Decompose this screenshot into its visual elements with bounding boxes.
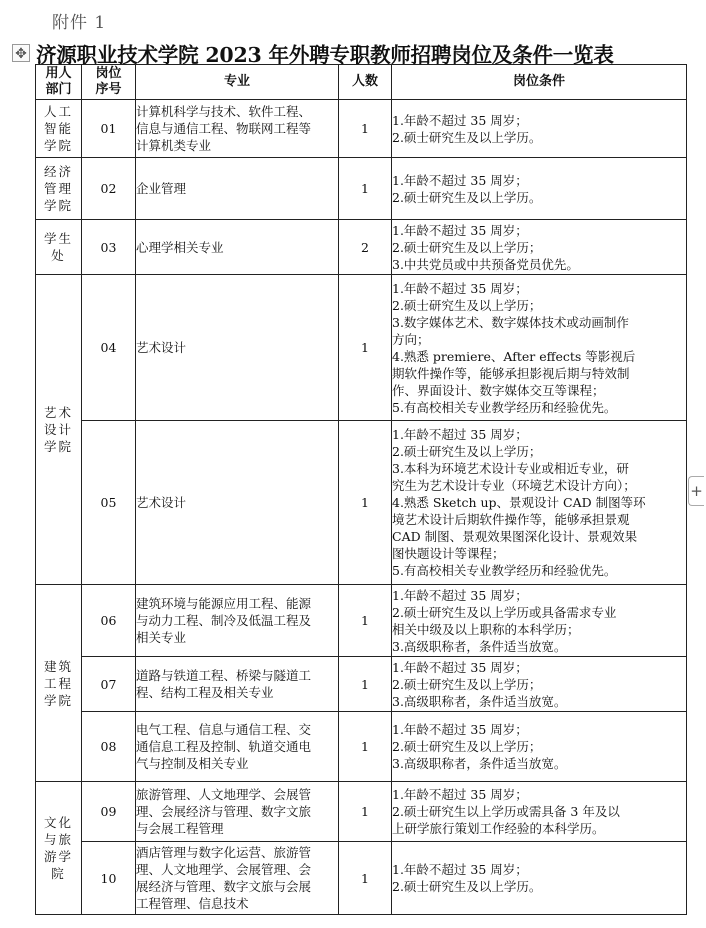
- condition-text: CAD 制图、景观效果图深化设计、景观效果: [392, 529, 638, 544]
- condition-text: 方向；: [392, 331, 430, 347]
- condition-text: 1.年龄不超过 35 周岁；: [392, 222, 528, 238]
- major-text: 气与控制及相关专业: [136, 756, 249, 771]
- major-text: 理、会展经济与管理、数字文旅: [136, 804, 312, 819]
- table-row: [36, 585, 687, 657]
- header-department: [36, 65, 82, 100]
- position-number: 08: [82, 712, 136, 782]
- conditions-cell: [392, 585, 687, 657]
- headcount: 1: [339, 782, 392, 842]
- major-text: 信息与通信工程、物联网工程等: [136, 121, 312, 136]
- table-row: [36, 275, 687, 421]
- headcount: 1: [339, 275, 392, 421]
- condition-text: 3.高级职称者，条件适当放宽。: [392, 638, 567, 654]
- department-text: 管理: [43, 181, 73, 196]
- conditions-cell: [392, 275, 687, 421]
- condition-text: 2.硕士研究生及以上学历。: [392, 129, 542, 145]
- position-number: 07: [82, 657, 136, 712]
- department-text: 游学: [43, 849, 73, 864]
- department-cell: [36, 220, 82, 275]
- headcount: 1: [339, 158, 392, 220]
- department-text: 工程: [43, 675, 73, 691]
- major-text: 程、结构工程及相关专业: [136, 685, 274, 700]
- add-column-plus-icon[interactable]: +: [688, 476, 704, 506]
- position-number: 04: [82, 275, 136, 421]
- recruitment-table: [35, 64, 687, 915]
- major-text: 通信息工程及控制、轨道交通电: [136, 739, 312, 754]
- condition-text: 2.硕士研究生及以上学历或具备需求专业: [392, 604, 617, 620]
- condition-text: 1.年龄不超过 35 周岁；: [392, 787, 528, 802]
- condition-text: 2.硕士研究生及以上学历；: [392, 239, 542, 255]
- condition-text: 上研学旅行策划工作经验的本科学历。: [392, 821, 605, 836]
- major-text: 计算机类专业: [136, 138, 212, 153]
- condition-text: 3.数字媒体艺术、数字媒体技术或动画制作: [392, 314, 629, 330]
- headcount: 1: [339, 585, 392, 657]
- department-text: 处: [51, 248, 66, 263]
- major-text: 与动力工程、制冷及低温工程及: [136, 613, 312, 628]
- condition-text: 2.硕士研究生及以上学历；: [392, 739, 542, 754]
- conditions-cell: [392, 712, 687, 782]
- table-row: [36, 657, 687, 712]
- major-text: 企业管理: [136, 181, 187, 196]
- major-text: 展经济与管理、数字文旅与会展: [136, 879, 312, 894]
- department-text: 学院: [43, 692, 73, 708]
- table-move-handle-icon[interactable]: ✥: [12, 44, 30, 62]
- condition-text: 2.硕士研究生及以上学历；: [392, 297, 542, 313]
- header-count: 人数: [339, 65, 392, 100]
- condition-text: 5.有高校相关专业教学经历和经验优先。: [392, 399, 617, 415]
- conditions-cell: [392, 220, 687, 275]
- department-text: 与旅: [43, 832, 73, 847]
- condition-text: 4.熟悉 Sketch up、景观设计 CAD 制图等环: [392, 495, 646, 510]
- major-cell: [136, 842, 339, 915]
- condition-text: 1.年龄不超过 35 周岁；: [392, 172, 528, 188]
- condition-text: 2.硕士研究生及以上学历；: [392, 444, 542, 459]
- condition-text: 1.年龄不超过 35 周岁；: [392, 862, 528, 877]
- conditions-cell: [392, 842, 687, 915]
- major-cell: [136, 421, 339, 585]
- headcount: 1: [339, 421, 392, 585]
- position-number: 03: [82, 220, 136, 275]
- document-title: 济源职业技术学院 2023 年外聘专职教师招聘岗位及条件一览表: [36, 43, 614, 67]
- attachment-label: 附件 1: [52, 13, 107, 33]
- table-row: [36, 220, 687, 275]
- conditions-cell: [392, 158, 687, 220]
- condition-text: 2.硕士研究生以上学历或需具备 3 年及以: [392, 804, 620, 819]
- header-conditions: 岗位条件: [392, 65, 687, 100]
- position-number: 05: [82, 421, 136, 585]
- condition-text: 3.高级职称者，条件适当放宽。: [392, 756, 567, 771]
- conditions-cell: [392, 657, 687, 712]
- major-text: 与会展工程管理: [136, 821, 224, 836]
- department-text: 艺术: [43, 405, 73, 420]
- major-text: 艺术设计: [136, 340, 187, 355]
- department-text: 建筑: [43, 658, 73, 674]
- table-row: [36, 712, 687, 782]
- headcount: 1: [339, 100, 392, 158]
- condition-text: 5.有高校相关专业教学经历和经验优先。: [392, 563, 617, 578]
- header-major: 专业: [136, 65, 339, 100]
- major-cell: [136, 275, 339, 421]
- header-position-no-line-2: 序号: [95, 82, 122, 97]
- condition-text: 2.硕士研究生及以上学历。: [392, 189, 542, 205]
- major-cell: [136, 782, 339, 842]
- condition-text: 1.年龄不超过 35 周岁；: [392, 112, 528, 128]
- major-text: 电气工程、信息与通信工程、交: [136, 722, 312, 737]
- header-position-no: [82, 65, 136, 100]
- department-text: 智能: [43, 121, 73, 136]
- major-cell: [136, 657, 339, 712]
- headcount: 1: [339, 657, 392, 712]
- major-cell: [136, 158, 339, 220]
- position-number: 09: [82, 782, 136, 842]
- conditions-cell: [392, 100, 687, 158]
- conditions-cell: [392, 421, 687, 585]
- major-text: 旅游管理、人文地理学、会展管: [136, 787, 312, 802]
- major-cell: [136, 712, 339, 782]
- position-number: 06: [82, 585, 136, 657]
- position-number: 02: [82, 158, 136, 220]
- department-cell: [36, 158, 82, 220]
- condition-text: 境艺术设计后期软件操作等，能够承担景观: [392, 512, 630, 527]
- major-text: 工程管理、信息技术: [136, 896, 249, 911]
- major-cell: [136, 220, 339, 275]
- condition-text: 1.年龄不超过 35 周岁；: [392, 722, 528, 737]
- table-header-row: [36, 65, 687, 100]
- condition-text: 1.年龄不超过 35 周岁；: [392, 427, 528, 442]
- department-text: 学院: [43, 439, 73, 454]
- condition-text: 期软件操作等，能够承担影视后期与特效制: [392, 365, 630, 381]
- department-text: 学院: [43, 138, 73, 153]
- major-text: 艺术设计: [136, 495, 187, 510]
- department-cell: [36, 585, 82, 782]
- position-number: 10: [82, 842, 136, 915]
- major-text: 相关专业: [136, 630, 187, 645]
- major-text: 酒店管理与数字化运营、旅游管: [136, 845, 312, 860]
- condition-text: 作、界面设计、数字媒体交互等课程；: [392, 382, 605, 398]
- department-text: 人工: [43, 104, 73, 119]
- major-text: 建筑环境与能源应用工程、能源: [136, 596, 312, 611]
- condition-text: 3.高级职称者，条件适当放宽。: [392, 693, 567, 709]
- table-row: [36, 158, 687, 220]
- major-text: 计算机科学与技术、软件工程、: [136, 104, 312, 119]
- major-text: 理、人文地理学、会展管理、会: [136, 862, 312, 877]
- department-text: 学院: [43, 198, 73, 213]
- condition-text: 图快题设计等课程；: [392, 546, 505, 561]
- headcount: 1: [339, 712, 392, 782]
- major-text: 道路与铁道工程、桥梁与隧道工: [136, 668, 312, 683]
- department-cell: [36, 782, 82, 915]
- header-department-line-1: 用人: [45, 66, 72, 81]
- condition-text: 4.熟悉 premiere、After effects 等影视后: [392, 348, 636, 364]
- major-text: 心理学相关专业: [136, 239, 224, 255]
- headcount: 2: [339, 220, 392, 275]
- department-text: 设计: [43, 422, 73, 437]
- condition-text: 相关中级及以上职称的本科学历；: [392, 621, 580, 637]
- condition-text: 1.年龄不超过 35 周岁；: [392, 280, 528, 296]
- major-cell: [136, 585, 339, 657]
- table-row: [36, 842, 687, 915]
- table-row: [36, 100, 687, 158]
- conditions-cell: [392, 782, 687, 842]
- table-row: [36, 421, 687, 585]
- position-number: 01: [82, 100, 136, 158]
- condition-text: 1.年龄不超过 35 周岁；: [392, 659, 528, 675]
- department-text: 经济: [43, 164, 73, 179]
- department-cell: [36, 275, 82, 585]
- condition-text: 2.硕士研究生及以上学历。: [392, 879, 542, 894]
- header-department-line-2: 部门: [45, 82, 72, 97]
- department-text: 院: [51, 866, 66, 881]
- department-cell: [36, 100, 82, 158]
- condition-text: 1.年龄不超过 35 周岁；: [392, 587, 528, 603]
- condition-text: 3.本科为环境艺术设计专业或相近专业，研: [392, 461, 629, 476]
- condition-text: 究生为艺术设计专业（环境艺术设计方向）；: [392, 478, 636, 493]
- table-row: [36, 782, 687, 842]
- headcount: 1: [339, 842, 392, 915]
- major-cell: [136, 100, 339, 158]
- header-position-no-line-1: 岗位: [95, 66, 122, 81]
- condition-text: 3.中共党员或中共预备党员优先。: [392, 256, 579, 272]
- department-text: 文化: [43, 815, 73, 830]
- condition-text: 2.硕士研究生及以上学历；: [392, 676, 542, 692]
- department-text: 学生: [43, 231, 73, 246]
